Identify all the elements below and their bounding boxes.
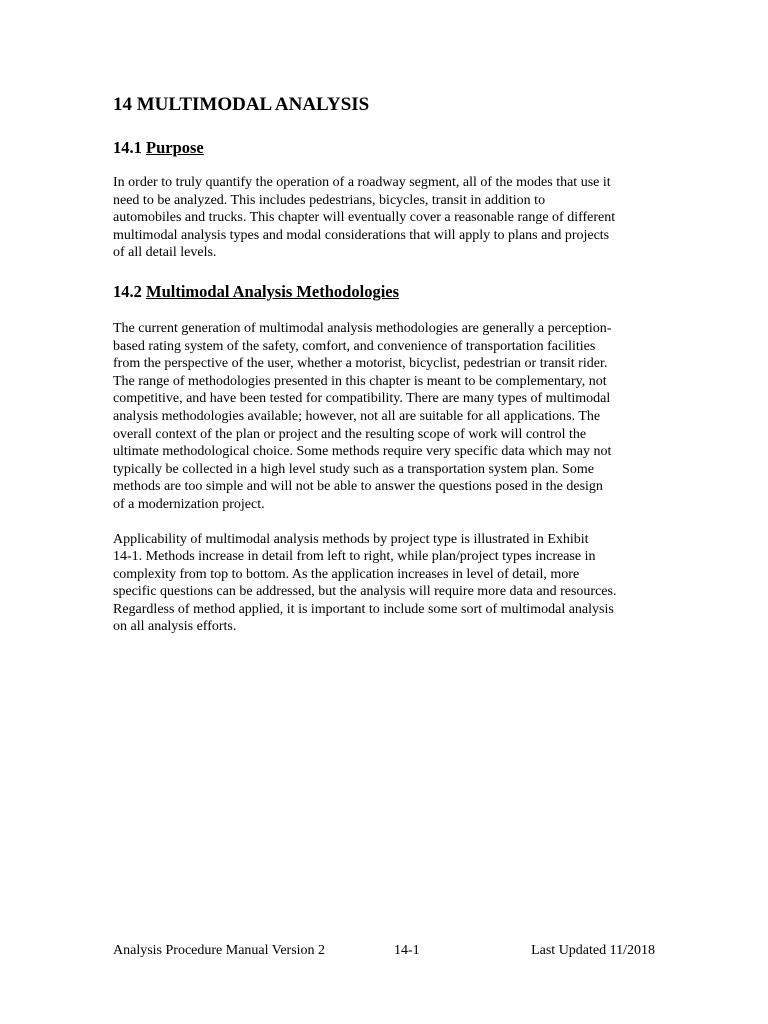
footer-page-number: 14-1: [394, 943, 420, 958]
text-line: analysis methodologies available; however, not all are suitable for all applications. The: [113, 408, 601, 424]
text-line: competitive, and have been tested for compatibility. There are many types of multimodal: [113, 391, 611, 407]
applicability-paragraph: [113, 531, 658, 637]
text-line: ultimate methodological choice. Some methods require very specific data which may not: [113, 444, 612, 460]
section-title: Purpose: [146, 138, 204, 157]
purpose-paragraph: [113, 174, 658, 262]
text-line: methods are too simple and will not be able to answer the questions posed in the design: [113, 479, 603, 495]
text-line: The current generation of multimodal analysis methodologies are generally a perception-: [113, 320, 612, 336]
text-line: of all detail levels.: [113, 245, 217, 261]
text-line: based rating system of the safety, comfort, and convenience of transportation facilities: [113, 338, 596, 354]
section-number: 14.2: [113, 281, 142, 301]
text-line: 14-1. Methods increase in detail from left to right, while plan/project types increase in: [113, 549, 596, 565]
text-line: from the perspective of the user, whether a motorist, bicyclist, pedestrian or transit rider.: [113, 356, 608, 372]
text-line: Regardless of method applied, it is important to include some sort of multimodal analysis: [113, 601, 614, 617]
text-line: multimodal analysis types and modal considerations that will apply to plans and projects: [113, 227, 610, 243]
page-footer: [0, 942, 768, 962]
text-line: typically be collected in a high level study such as a transportation system plan. Some: [113, 461, 594, 477]
text-line: Applicability of multimodal analysis methods by project type is illustrated in Exhibit: [113, 531, 589, 547]
text-line: automobiles and trucks. This chapter will eventually cover a reasonable range of different: [113, 210, 616, 226]
text-line: specific questions can be addressed, but the analysis will require more data and resources.: [113, 584, 617, 600]
section-heading-purpose: [113, 137, 658, 159]
footer-last-updated: Last Updated 11/2018: [531, 943, 655, 958]
section-number: 14.1: [113, 138, 142, 157]
section-heading-methodologies: [113, 281, 658, 303]
text-line: of a modernization project.: [113, 496, 265, 512]
text-line: overall context of the plan or project and the resulting scope of work will control the: [113, 426, 587, 442]
methodologies-paragraph: [113, 320, 658, 514]
text-line: In order to truly quantify the operation of a roadway segment, all of the modes that use it: [113, 175, 611, 190]
text-line: need to be analyzed. This includes pedestrians, bicycles, transit in addition to: [113, 192, 546, 208]
text-line: on all analysis efforts.: [113, 619, 237, 635]
footer-manual-title: Analysis Procedure Manual Version 2: [113, 943, 326, 958]
section-title: Multimodal Analysis Methodologies: [146, 281, 400, 301]
text-line: The range of methodologies presented in this chapter is meant to be complementary, not: [113, 373, 607, 389]
chapter-title: 14 MULTIMODAL ANALYSIS: [113, 94, 370, 115]
page-content: [113, 92, 658, 636]
text-line: complexity from top to bottom. As the application increases in level of detail, more: [113, 566, 580, 582]
